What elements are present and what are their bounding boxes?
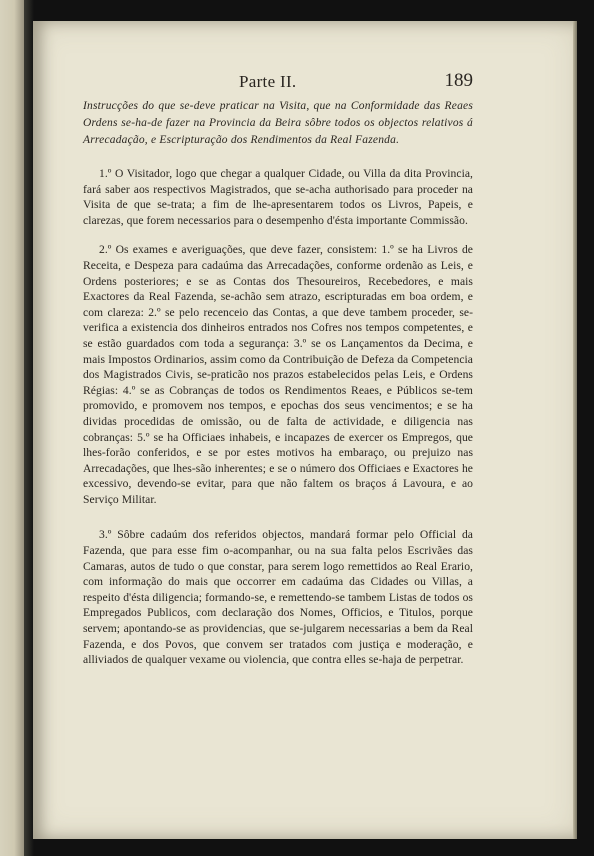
section-title: Instrucções do que se-deve praticar na Visita, que na Conformidade das Reaes Ordens se-ha-de fazer na Provincia da Beira sôbre todos os objectos relativos á Arrecadação, e Escripturação dos Rendimentos da Real Fazenda. (83, 100, 473, 146)
page-edge (573, 21, 577, 839)
page-header (83, 64, 473, 94)
book-page (33, 21, 577, 839)
page-number: 189 (444, 70, 473, 91)
facing-page-edge (0, 0, 26, 856)
paragraph-1: 1.º O Visitador, logo que chegar a qualquer Cidade, ou Villa da dita Provincia, fará saber aos respectivos Magistrados, que se-acha authorisado para proceder na Visita de que se-trata; a fim de lhe-apresentarem todos os Livros, Papeis, e clarezas, que forem necessarios para o desempenho d'ésta importante Commissão. (83, 167, 473, 227)
paragraph-2: 2.º Os exames e averiguações, que deve fazer, consistem: 1.º se ha Livros de Receita, e Despeza para cadaúma das Arrecadações, conforme ordenão as Leis, e Ordens posteriores; e se as Contas dos Thesoureiros, Recebedores, e mais Exactores da Real Fazenda, se-achão sem atrazo, escripturadas em boa ordem, e com clareza: 2.º se pelo recenceio das Contas, a que deve tambem proceder, se-verifica a existencia dos dinheiros entrados nos Cofres nos tempos competentes, e se estão guardados com toda a segurança: 3.º se os Lançamentos da Decima, e mais Impostos Ordinarios, assim como da Contribuição de Defeza da Competencia dos Magistrados Civis, se-praticão nos prazos estabelecidos pelas Leis, e Ordens Régias: 4.º se as Cobranças de todos os Rendimentos Reaes, e Públicos se-tem promovido, e promovem nos tempos, e epochas dos seus vencimentos; e se ha dividas procedidas de omissão, ou de falta de actividade, e diligencia nas cobranças: 5.º se ha Officiaes inhabeis, e incapazes de exercer os Empregos, que lhes-forão conferidos, e se por estes motivos ha embaraço, ou prejuizo nas Arrecadações, que lhes-são inherentes; e se o número dos Officiaes e Exactores he excessivo, devendo-se evitar, para que não faltem os braços á Lavoura, e ao Serviço Militar. (83, 243, 473, 506)
page-content (83, 64, 473, 668)
paragraph-3: 3.º Sôbre cadaúm dos referidos objectos, mandará formar pelo Official da Fazenda, que para esse fim o-acompanhar, ou na sua falta pelos Escrivães das Camaras, autos de tudo o que constar, para serem logo remettidos ao Real Erario, com informação do mais que occorrer em cadaúma das Cidades ou Villas, a respeito d'ésta diligencia; formando-se, e remettendo-se tambem Listas de todos os Empregados Publicos, com declaração dos Nomes, Officios, e Titulos, porque servem; apontando-se as providencias, que se-julgarem necessarias a bem da Real Fazenda, e dos Povos, que convem ser tratados com justiça e moderação, e alliviados de qualquer vexame ou violencia, que contra elles se-haja de perpetrar. (83, 528, 473, 667)
running-head: Parte II. (239, 72, 297, 91)
